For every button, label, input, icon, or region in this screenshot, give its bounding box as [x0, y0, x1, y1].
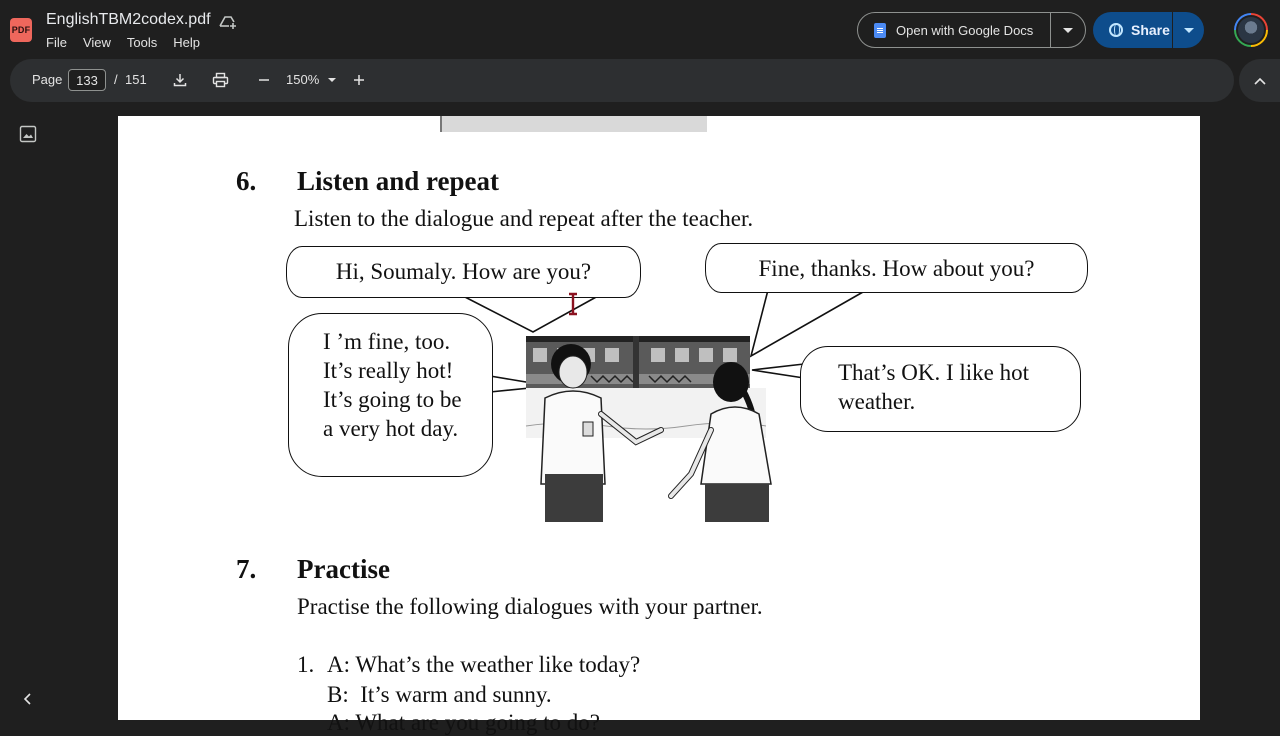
- share-button[interactable]: [1093, 12, 1173, 48]
- pdf-page: [118, 116, 1200, 735]
- bubble-line: I ’m fine, too.: [323, 329, 451, 354]
- dialogue-line-b: B: It’s warm and sunny.: [327, 682, 552, 707]
- bubble-line: It’s really hot!: [323, 358, 454, 383]
- section-7-number: 7.: [236, 554, 257, 584]
- page-separator: /: [114, 72, 118, 87]
- chevron-left-icon[interactable]: [18, 689, 38, 709]
- share-split-button: [1093, 12, 1204, 48]
- pdf-file-icon: PDF: [10, 18, 32, 42]
- speech-bubble-girl-reply: [705, 243, 1088, 293]
- speech-bubble-boy-greeting: [286, 246, 641, 298]
- menu-file[interactable]: File: [46, 35, 67, 50]
- bubble-line: weather.: [838, 389, 916, 414]
- menu-bar: [46, 35, 200, 50]
- account-avatar[interactable]: [1234, 13, 1268, 47]
- students-conversation-illustration: [521, 334, 783, 522]
- open-with-dropdown-button[interactable]: [1051, 13, 1085, 47]
- page-label: Page: [32, 72, 63, 87]
- google-docs-icon: [874, 23, 886, 38]
- caret-down-icon: [1184, 28, 1194, 33]
- bubble-text: Fine, thanks. How about you?: [758, 256, 1035, 281]
- open-with-docs-split-button: [857, 12, 1086, 48]
- bubble-line: a very hot day.: [323, 416, 459, 441]
- caret-down-icon: [1063, 28, 1073, 33]
- zoom-dropdown-icon[interactable]: [328, 78, 336, 82]
- section-6-title: Listen and repeat: [297, 166, 500, 196]
- speech-bubble-girl-final: [800, 346, 1081, 432]
- section-6-instruction: Listen to the dialogue and repeat after the teacher.: [294, 206, 754, 231]
- section-7-title: Practise: [297, 554, 390, 584]
- section-7-instruction: Practise the following dialogues with your partner.: [297, 594, 763, 619]
- collapse-toolbar-button[interactable]: [1239, 59, 1280, 102]
- bubble-text: Hi, Soumaly. How are you?: [335, 259, 592, 284]
- zoom-in-icon[interactable]: [349, 70, 369, 90]
- chevron-up-icon: [1253, 76, 1267, 86]
- menu-view[interactable]: View: [82, 35, 111, 50]
- open-with-docs-label: Open with Google Docs: [896, 22, 1034, 38]
- pdf-toolbar: [10, 59, 1234, 102]
- top-bar: [0, 0, 1280, 58]
- bubble-line: That’s OK. I like hot: [838, 360, 1029, 385]
- dialogue-number: 1.: [297, 652, 315, 677]
- zoom-out-icon[interactable]: [254, 70, 274, 90]
- globe-icon: [1109, 23, 1123, 37]
- document-title[interactable]: EnglishTBM2codex.pdf: [46, 11, 211, 28]
- share-dropdown-button[interactable]: [1173, 12, 1204, 48]
- add-to-drive-icon[interactable]: [218, 12, 238, 30]
- section-6-number: 6.: [236, 166, 257, 196]
- image-icon[interactable]: [19, 125, 37, 143]
- zoom-level[interactable]: 150%: [286, 72, 320, 87]
- total-pages: 151: [125, 72, 147, 87]
- speech-bubble-boy-answer: [288, 313, 493, 477]
- dialogue-line-c: A: What are you going to do?: [327, 710, 600, 735]
- share-label: Share: [1131, 22, 1170, 38]
- download-icon[interactable]: [170, 70, 190, 90]
- menu-tools[interactable]: Tools: [126, 35, 158, 50]
- menu-help[interactable]: Help: [173, 35, 201, 50]
- print-icon[interactable]: [210, 70, 230, 90]
- page-number-input[interactable]: [68, 69, 106, 91]
- dialogue-line-a: A: What’s the weather like today?: [327, 652, 641, 677]
- text-cursor-icon: [568, 292, 578, 316]
- bubble-line: It’s going to be: [323, 387, 462, 412]
- open-with-docs-button[interactable]: [858, 13, 1051, 47]
